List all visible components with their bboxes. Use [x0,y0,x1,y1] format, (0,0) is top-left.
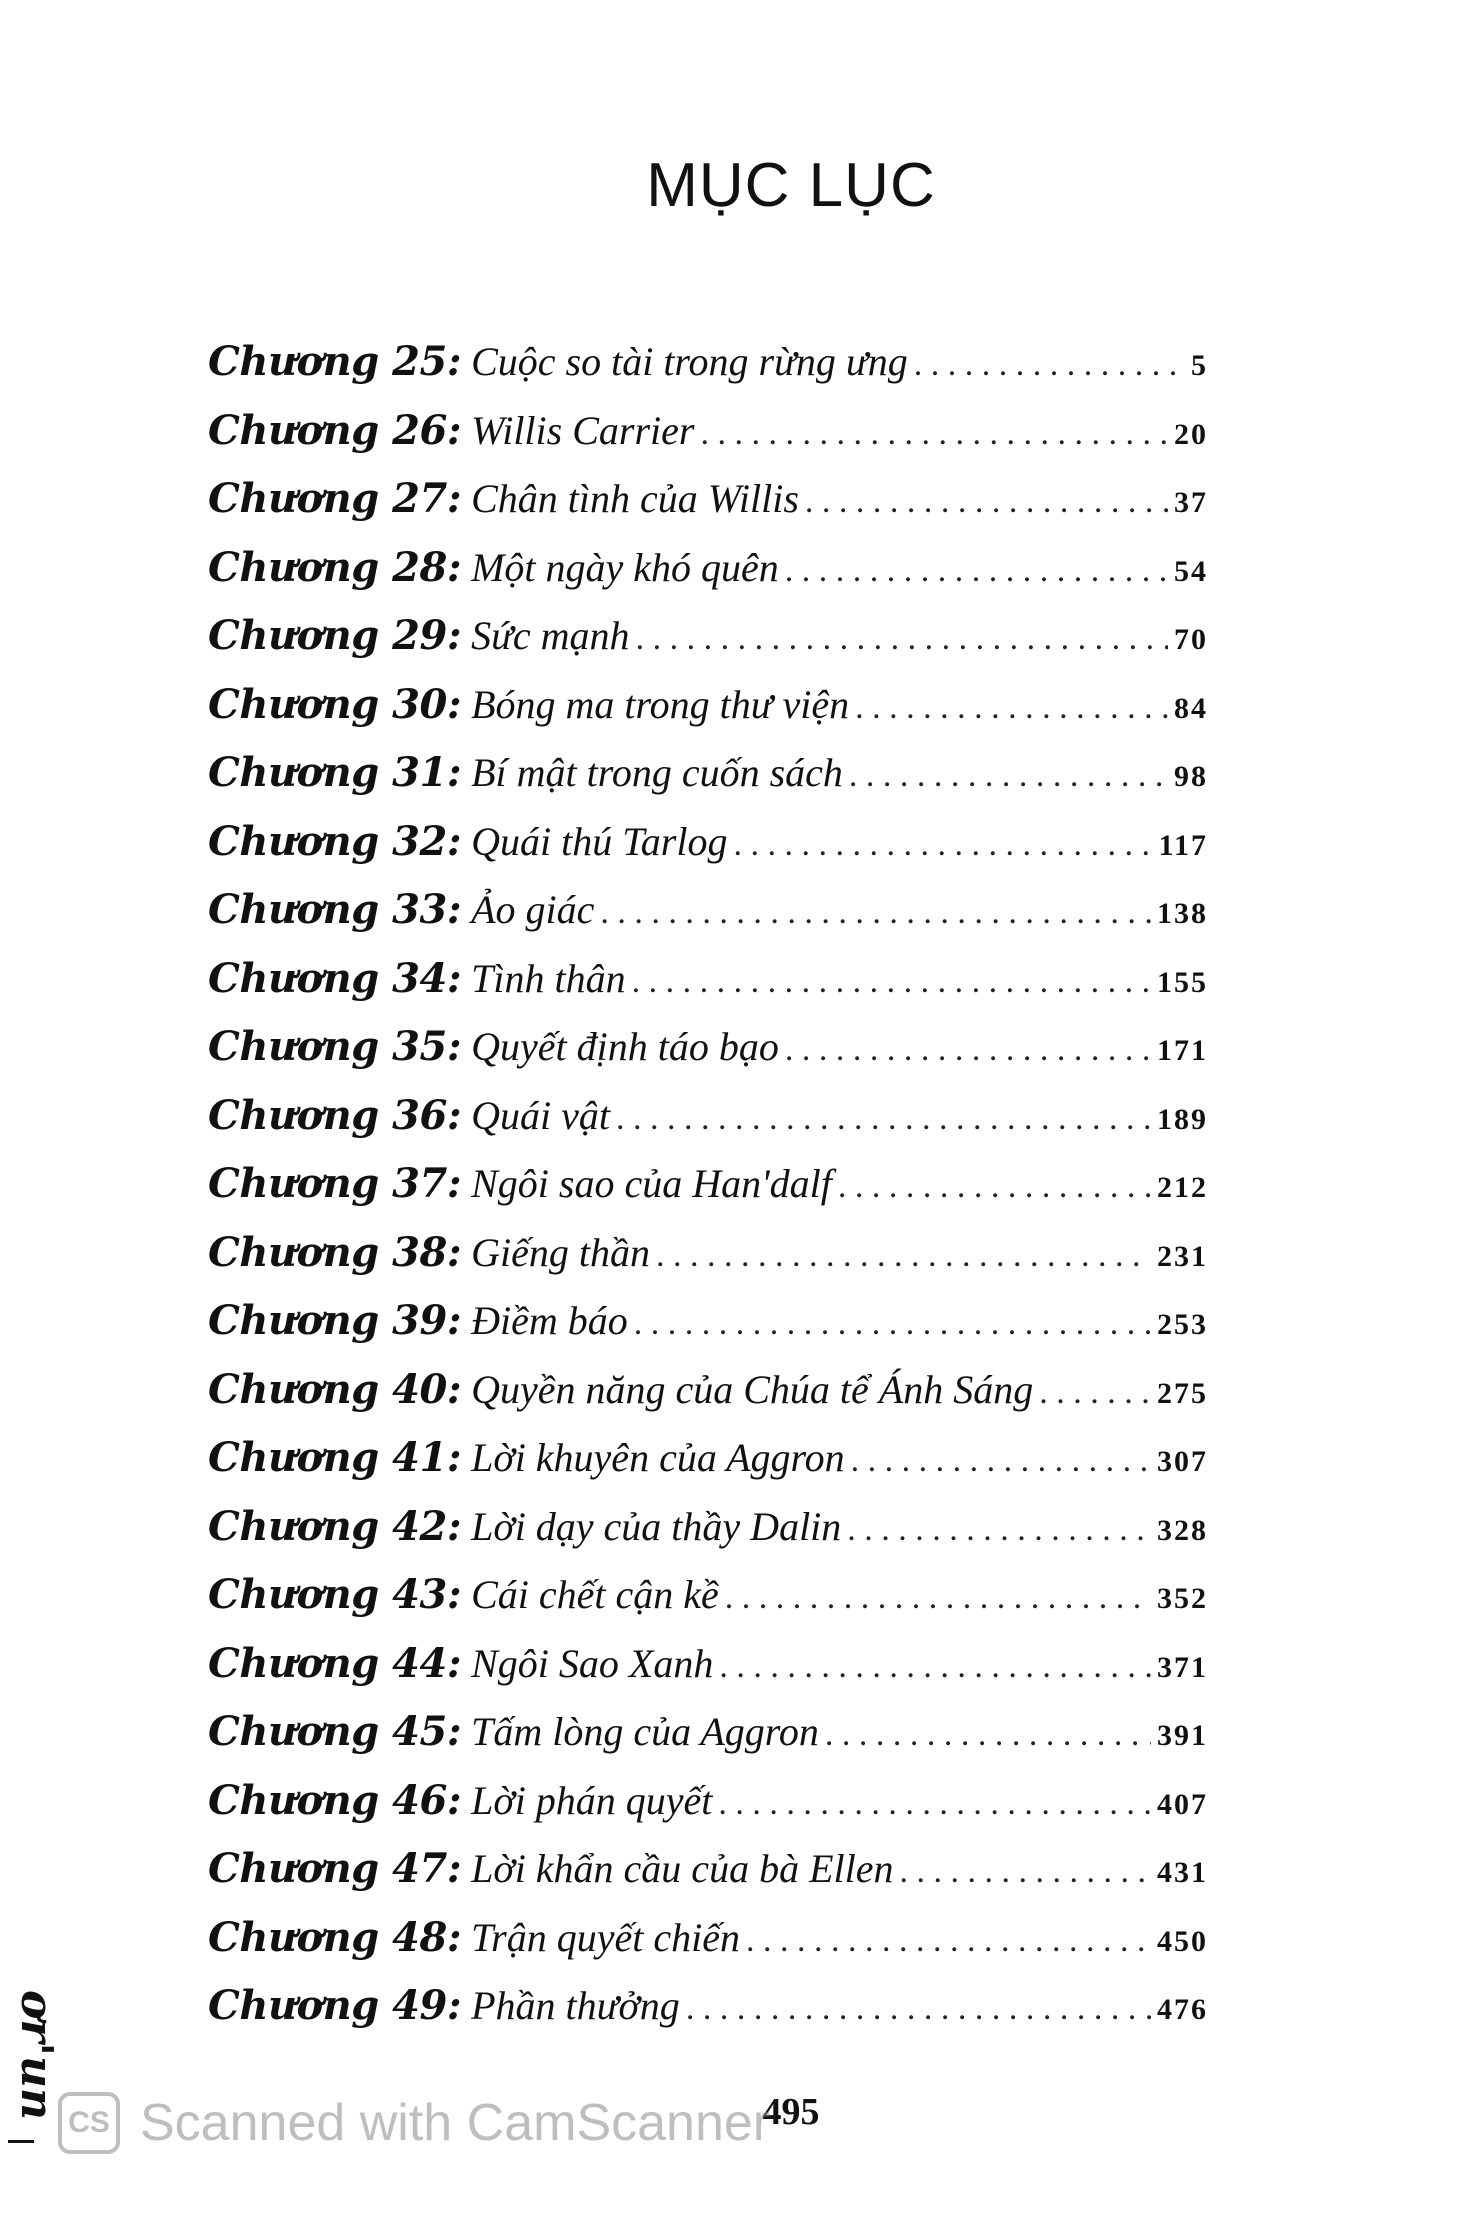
chapter-page-number: 37 [1174,486,1208,519]
toc-entry [208,1287,1208,1356]
dot-leader [805,468,1168,537]
chapter-title: Tấm lòng của Aggron [471,1709,819,1754]
chapter-page-number: 450 [1157,1924,1208,1958]
chapter-title: Lời dạy của thầy Dalin [471,1503,842,1549]
chapter-label: Chương 37: [208,1160,462,1207]
chapter-page-number: 253 [1157,1308,1208,1341]
chapter-label: Chương 31: [208,749,462,796]
toc-entry [208,1767,1208,1836]
camscanner-watermark [58,2092,770,2154]
chapter-page-number: 352 [1157,1582,1208,1615]
chapter-label: Chương 44: [208,1639,462,1687]
dot-leader [838,1153,1151,1222]
chapter-label: Chương 47: [208,1845,462,1892]
chapter-title: Giếng thần [471,1229,650,1275]
chapter-page-number: 212 [1157,1171,1208,1204]
chapter-label: Chương 25: [208,338,462,385]
chapter-page-number: 189 [1157,1102,1208,1136]
dot-leader [634,1290,1151,1359]
chapter-title: Lời khẩn cầu của bà Ellen [471,1846,894,1891]
watermark-text: Scanned with CamScanner [140,2094,771,2152]
chapter-page-number: 307 [1157,1445,1208,1478]
chapter-label: Chương 46: [208,1776,462,1824]
toc-entry [208,1835,1208,1904]
dot-leader [847,1496,1151,1565]
dot-leader [851,1427,1151,1496]
chapter-page-number: 431 [1157,1856,1208,1889]
chapter-page-number: 371 [1157,1650,1208,1684]
chapter-label: Chương 48: [208,1913,462,1961]
dot-leader [899,1838,1151,1907]
chapter-label: Chương 36: [208,1091,462,1139]
chapter-page-number: 70 [1174,623,1208,656]
chapter-label: Chương 43: [208,1571,462,1618]
toc-entry [208,808,1208,877]
toc-entry [208,1904,1208,1973]
chapter-page-number: 5 [1191,349,1208,382]
chapter-page-number: 117 [1158,828,1208,862]
toc-entry [208,1493,1208,1562]
toc-entry [208,1630,1208,1699]
toc-entry [208,397,1208,466]
chapter-title: Lời phán quyết [471,1777,713,1823]
dot-leader [849,742,1168,811]
chapter-label: Chương 34: [208,954,462,1002]
chapter-label: Chương 39: [208,1297,462,1344]
chapter-label: Chương 41: [208,1434,462,1481]
dot-leader [746,1907,1151,1976]
chapter-title: Ngôi Sao Xanh [471,1640,714,1686]
toc-entry [208,328,1208,397]
chapter-label: Chương 38: [208,1228,462,1276]
chapter-label: Chương 30: [208,680,462,728]
toc-entry [208,876,1208,945]
chapter-page-number: 171 [1157,1034,1208,1067]
chapter-title: Cái chết cận kề [471,1572,719,1617]
dot-leader [636,605,1168,674]
toc-entry [208,465,1208,534]
chapter-label: Chương 28: [208,543,462,591]
chapter-title: Cuộc so tài trong rừng ưng [471,339,908,384]
dot-leader [719,1633,1151,1702]
dot-leader [825,1701,1151,1770]
chapter-title: Quyền năng của Chúa tể Ánh Sáng [471,1366,1034,1412]
toc-entry [208,534,1208,603]
chapter-page-number: 476 [1157,1993,1208,2026]
page-title: MỤC LỤC [646,151,936,220]
toc-entry [208,1356,1208,1425]
chapter-label: Chương 26: [208,406,462,454]
chapter-title: Một ngày khó quên [471,544,779,590]
dot-leader [914,331,1185,400]
dot-leader [632,948,1151,1017]
page-number: 495 [762,2091,820,2133]
chapter-page-number: 155 [1157,965,1208,999]
toc-entry [208,602,1208,671]
chapter-page-number: 391 [1157,1719,1208,1752]
chapter-title: Bóng ma trong thư viện [471,681,850,727]
chapter-title: Willis Carrier [471,407,695,453]
toc-entry [208,945,1208,1014]
toc-entry [208,1013,1208,1082]
chapter-page-number: 98 [1174,760,1208,793]
chapter-label: Chương 27: [208,475,462,522]
camscanner-logo-icon: CS [58,2092,120,2154]
dot-leader [656,1222,1151,1291]
toc-entry [208,671,1208,740]
dot-leader [733,811,1152,880]
dot-leader [785,1016,1151,1085]
dot-leader [718,1770,1151,1839]
table-of-contents [208,328,1208,2041]
chapter-label: Chương 32: [208,817,462,865]
dot-leader [686,1975,1151,2044]
chapter-title: Tình thân [471,955,626,1001]
chapter-title: Bí mật trong cuốn sách [471,750,843,795]
chapter-page-number: 84 [1174,691,1208,725]
chapter-title: Phần thưởng [471,1983,680,2028]
chapter-label: Chương 33: [208,886,462,933]
edge-line [8,2140,34,2143]
chapter-page-number: 407 [1157,1787,1208,1821]
chapter-title: Quái vật [471,1092,610,1138]
edge-scribble: ơr'un [11,1990,62,2120]
chapter-label: Chương 45: [208,1708,462,1755]
chapter-label: Chương 29: [208,612,462,659]
dot-leader [785,537,1168,606]
chapter-title: Ngôi sao của Han'dalf [471,1161,832,1206]
dot-leader [855,674,1168,743]
toc-entry [208,1561,1208,1630]
chapter-page-number: 275 [1157,1376,1208,1410]
toc-entry [208,1972,1208,2041]
dot-leader [600,879,1151,948]
chapter-page-number: 231 [1157,1239,1208,1273]
dot-leader [1039,1359,1151,1428]
toc-entry [208,1082,1208,1151]
chapter-page-number: 328 [1157,1513,1208,1547]
toc-entry [208,1150,1208,1219]
chapter-page-number: 54 [1174,554,1208,588]
chapter-title: Ảo giác [471,887,595,932]
dot-leader [616,1085,1151,1154]
dot-leader [725,1564,1151,1633]
toc-entry [208,1424,1208,1493]
toc-entry [208,1219,1208,1288]
chapter-title: Điềm báo [471,1298,628,1343]
chapter-title: Quyết định táo bạo [471,1024,779,1069]
chapter-label: Chương 42: [208,1502,462,1550]
toc-entry [208,739,1208,808]
chapter-label: Chương 49: [208,1982,462,2029]
chapter-title: Trận quyết chiến [471,1914,740,1960]
chapter-title: Quái thú Tarlog [471,818,728,864]
chapter-label: Chương 35: [208,1023,462,1070]
chapter-label: Chương 40: [208,1365,462,1413]
chapter-page-number: 138 [1157,897,1208,930]
chapter-page-number: 20 [1174,417,1208,451]
dot-leader [700,400,1168,469]
chapter-title: Chân tình của Willis [471,476,799,521]
toc-entry [208,1698,1208,1767]
chapter-title: Lời khuyên của Aggron [471,1435,845,1480]
chapter-title: Sức mạnh [471,613,630,658]
